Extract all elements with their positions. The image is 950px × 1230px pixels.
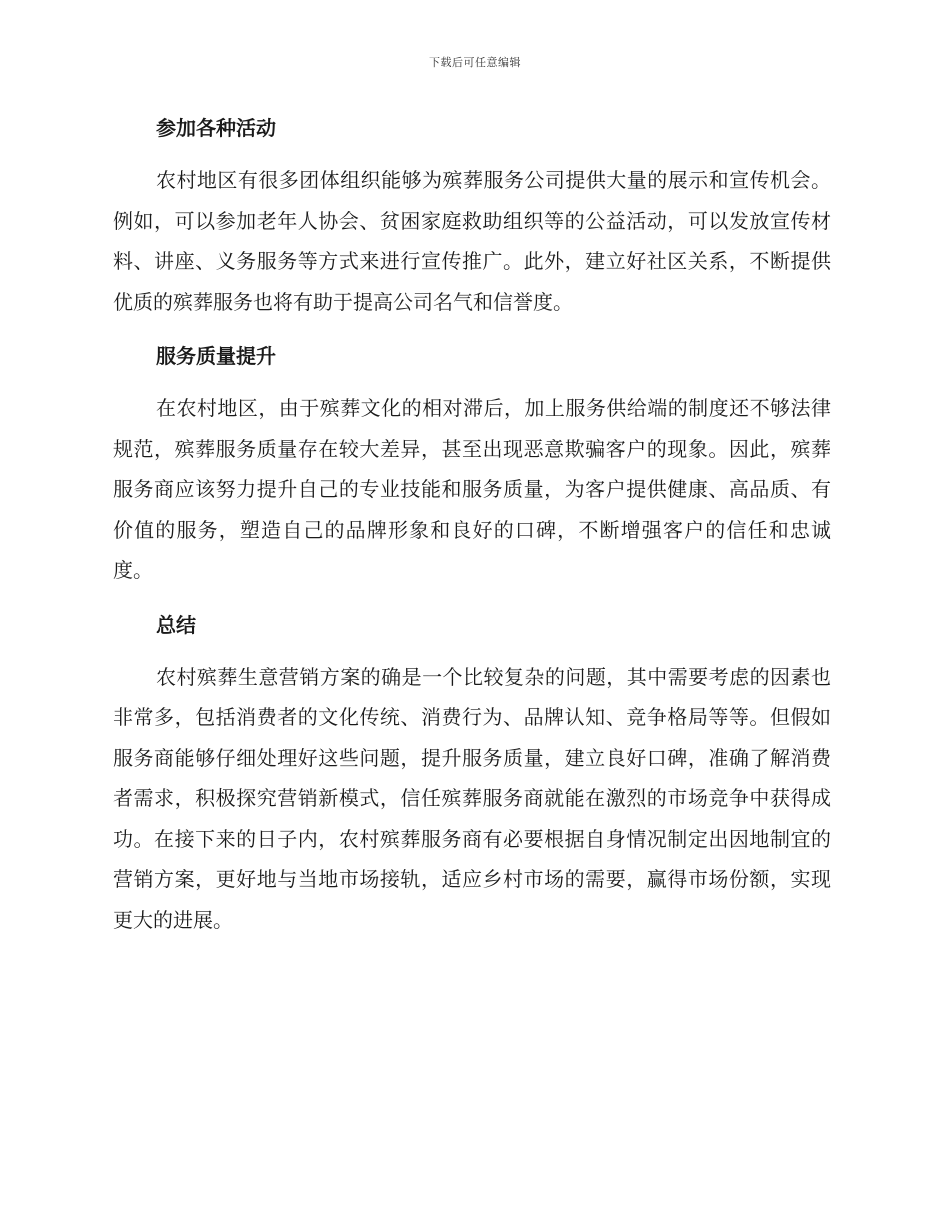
section-service-quality <box>113 336 831 591</box>
section-paragraph: 农村殡葬生意营销方案的确是一个比较复杂的问题，其中需要考虑的因素也非常多，包括消费者的文化传统、消费行为、品牌认知、竞争格局等等。但假如服务商能够仔细处理好这些问题，提升服务质量，建立良好口碑，准确了解消费者需求，积极探究营销新模式，信任殡葬服务商就能在激烈的市场竞争中获得成功。在接下来的日子内，农村殡葬服务商有必要根据自身情况制定出因地制宜的营销方案，更好地与当地市场接轨，适应乡村市场的需要，赢得市场份额，实现更大的进展。 <box>113 664 831 932</box>
page-header: 下载后可任意编辑 <box>429 56 521 69</box>
section-summary <box>113 605 831 941</box>
section-paragraph: 农村地区有很多团体组织能够为殡葬服务公司提供大量的展示和宣传机会。例如，可以参加老年人协会、贫困家庭救助组织等的公益活动，可以发放宣传材料、讲座、义务服务等方式来进行宣传推广。此外，建立好社区关系，不断提供优质的殡葬服务也将有助于提高公司名气和信誉度。 <box>113 168 831 314</box>
section-heading: 总结 <box>156 612 196 637</box>
section-paragraph: 在农村地区，由于殡葬文化的相对滞后，加上服务供给端的制度还不够法律规范，殡葬服务质量存在较大差异，甚至出现恶意欺骗客户的现象。因此，殡葬服务商应该努力提升自己的专业技能和服务质量，为客户提供健康、高品质、有价值的服务，塑造自己的品牌形象和良好的口碑，不断增强客户的信任和忠诚度。 <box>113 396 831 582</box>
document-body <box>113 108 831 954</box>
section-activities <box>113 108 831 322</box>
section-heading: 参加各种活动 <box>156 116 276 140</box>
section-heading: 服务质量提升 <box>156 344 276 368</box>
